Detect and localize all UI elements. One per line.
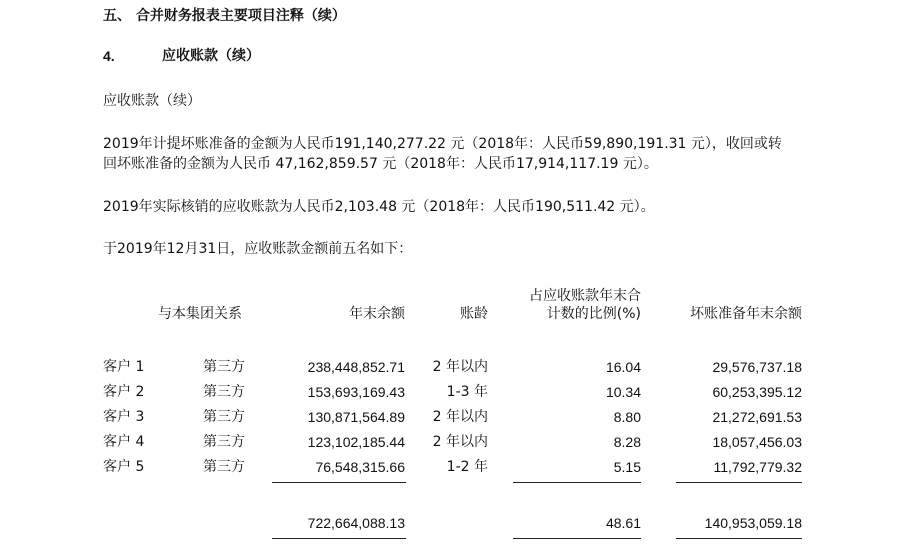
- row-ratio: 16.04: [605, 359, 641, 375]
- row-amount: 130,871,564.89: [307, 409, 405, 425]
- row-provision: 18,057,456.03: [712, 434, 802, 450]
- total-provision: 140,953,059.18: [704, 515, 802, 531]
- header-ratio-line-2: 计数的比例(%): [546, 306, 641, 322]
- row-relation: 第三方: [203, 459, 245, 475]
- total-amount: 722,664,088.13: [307, 515, 405, 531]
- sub-heading-title: 应收账款（续）: [162, 48, 260, 64]
- row-name: 客户 5: [103, 459, 145, 475]
- row-name: 客户 3: [103, 409, 145, 425]
- row-provision: 21,272,691.53: [712, 409, 802, 425]
- total-amount-underline: [272, 538, 406, 539]
- row-ratio: 8.28: [613, 434, 641, 450]
- row-amount: 153,693,169.43: [307, 384, 405, 400]
- header-ratio-line-1: 占应收账款年末合: [529, 288, 641, 304]
- row-name: 客户 4: [103, 434, 145, 450]
- row-relation: 第三方: [203, 359, 245, 375]
- total-ratio: 48.61: [605, 515, 641, 531]
- row-aging: 2 年以内: [432, 359, 488, 375]
- row-amount: 76,548,315.66: [315, 459, 405, 475]
- row-provision: 60,253,395.12: [712, 384, 802, 400]
- paragraph-3: 于2019年12月31日，应收账款金额前五名如下：: [103, 241, 413, 257]
- row-name: 客户 2: [103, 384, 145, 400]
- row-provision: 11,792,779.32: [713, 459, 802, 475]
- row-aging: 1-3 年: [446, 384, 488, 400]
- row-aging: 1-2 年: [446, 459, 488, 475]
- row-ratio: 8.80: [613, 409, 641, 425]
- row-provision: 29,576,737.18: [712, 359, 802, 375]
- section-heading: 五、 合并财务报表主要项目注释（续）: [103, 8, 346, 24]
- row-amount: 123,102,185.44: [307, 434, 405, 450]
- row-relation: 第三方: [203, 384, 245, 400]
- ratio-underline: [513, 482, 641, 483]
- paragraph-1-line-2: 回坏账准备的金额为人民币 47,162,859.57 元（2018年：人民币17,914,117.19 元）。: [103, 156, 658, 172]
- row-ratio: 5.15: [613, 459, 641, 475]
- row-name: 客户 1: [103, 359, 145, 375]
- subtitle: 应收账款（续）: [103, 93, 201, 109]
- row-ratio: 10.34: [605, 384, 641, 400]
- paragraph-2: 2019年实际核销的应收账款为人民币2,103.48 元（2018年：人民币190,511.42 元）。: [103, 199, 655, 215]
- total-ratio-underline: [513, 538, 641, 539]
- total-provision-underline: [676, 538, 802, 539]
- provision-underline: [676, 482, 802, 483]
- row-aging: 2 年以内: [432, 434, 488, 450]
- header-amount: 年末余额: [349, 306, 405, 322]
- amount-underline: [272, 482, 406, 483]
- header-provision: 坏账准备年末余额: [690, 306, 802, 322]
- row-aging: 2 年以内: [432, 409, 488, 425]
- row-relation: 第三方: [203, 434, 245, 450]
- row-relation: 第三方: [203, 409, 245, 425]
- header-relation: 与本集团关系: [158, 306, 242, 322]
- paragraph-1-line-1: 2019年计提坏账准备的金额为人民币191,140,277.22 元（2018年：人民币59,890,191.31 元），收回或转: [103, 136, 782, 152]
- row-amount: 238,448,852.71: [307, 359, 405, 375]
- header-aging: 账龄: [460, 306, 488, 322]
- sub-heading-number: 4.: [103, 48, 115, 64]
